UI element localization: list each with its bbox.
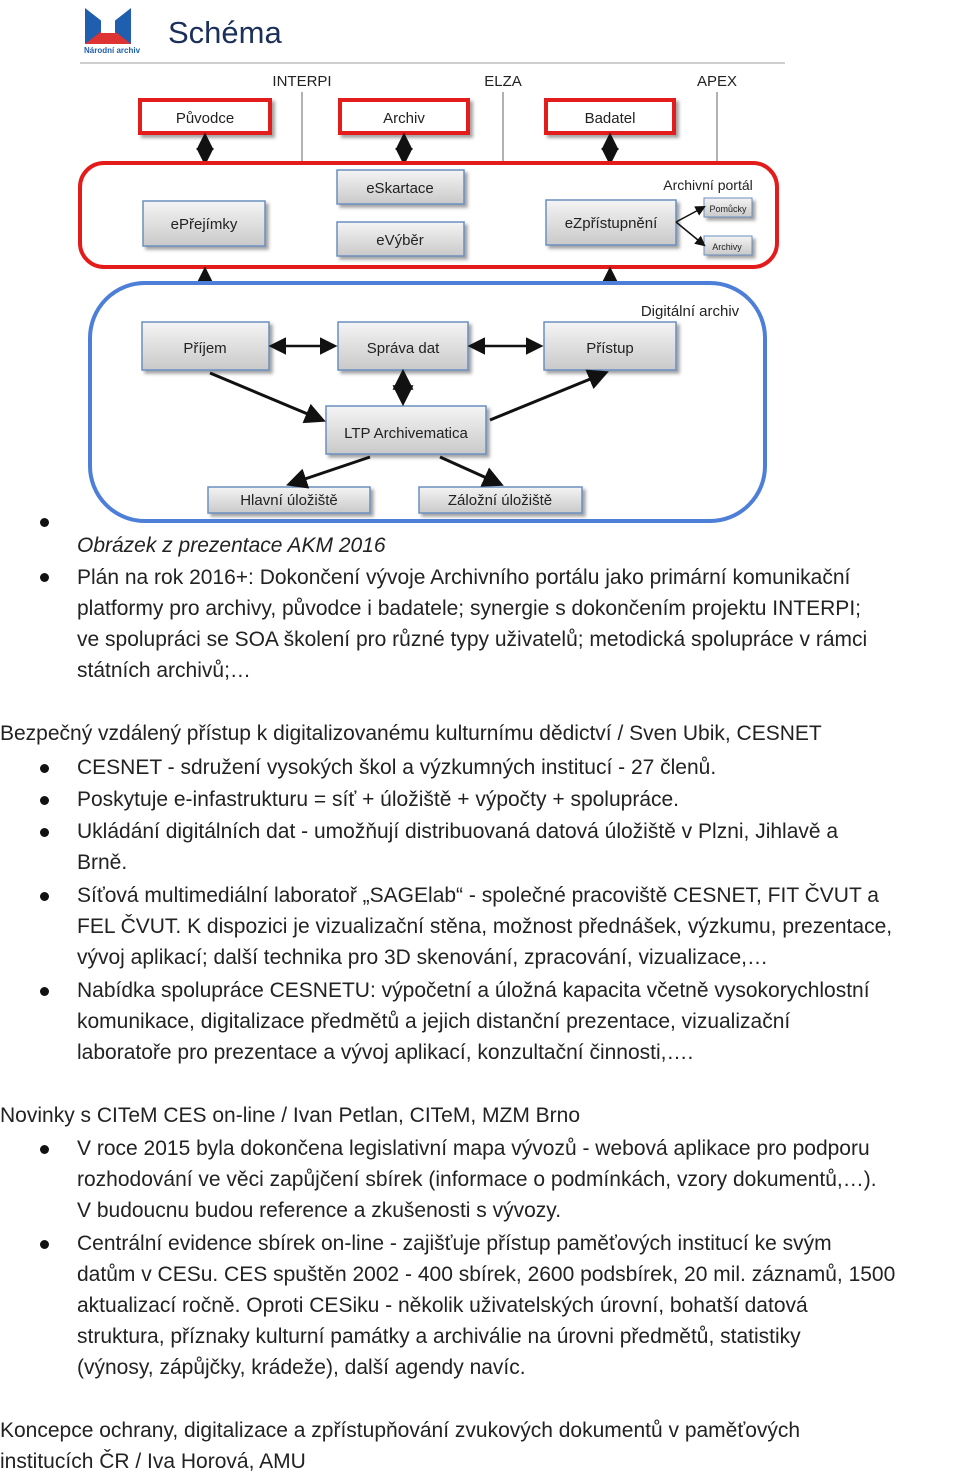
s1-b3-line1: Ukládání digitálních dat - umožňují distribuovaná datová úložiště v Plzni, Jihlavě a: [77, 820, 839, 843]
system-interpi: INTERPI: [272, 73, 332, 90]
s2-b2-line3: aktualizací ročně. Oproti CESiku - několik uživatelských úrovní, bohatší datová: [77, 1294, 808, 1317]
logo-text: Národní archiv: [84, 46, 141, 55]
figure-caption: Obrázek z prezentace AKM 2016: [77, 534, 386, 557]
box-puvodce: Původce: [175, 110, 235, 127]
s1-b4-line2: FEL ČVUT. K dispozici je vizualizační stěna, možnost přednášek, výzkumu, prezentace,: [77, 915, 893, 938]
bullet-dot: [40, 892, 49, 901]
box-eskartace: eSkartace: [366, 180, 434, 197]
system-elza: ELZA: [484, 73, 522, 90]
s1-b3-line2: Brně.: [77, 851, 128, 874]
s1-b4-line1: Síťová multimediální laboratoř „SAGElab“ - společné pracoviště CESNET, FIT ČVUT a: [77, 884, 879, 907]
bullet-dot: [40, 987, 49, 996]
box-prijem: Příjem: [183, 340, 227, 357]
s2-b1-line3: V budoucnu budou reference a zkušenosti s vývozy.: [77, 1199, 562, 1222]
s2-b2-line1: Centrální evidence sbírek on-line - zajišťuje přístup paměťových institucí ke svým: [77, 1232, 832, 1255]
bullet-dot: [40, 573, 49, 582]
box-archiv: Archiv: [383, 110, 425, 127]
s2-b1-line1: V roce 2015 byla dokončena legislativní mapa vývozů - webová aplikace pro podporu: [77, 1137, 870, 1160]
box-eprejimky: ePřejímky: [170, 216, 238, 233]
box-ezpristupneni: eZpřístupnění: [564, 215, 658, 232]
schema-diagram: [0, 0, 960, 530]
section3-heading-line1: Koncepce ochrany, digitalizace a zpřístupňování zvukových dokumentů v paměťových: [0, 1419, 801, 1442]
section2-heading: Novinky s CITeM CES on-line / Ivan Petlan, CITeM, MZM Brno: [0, 1104, 581, 1127]
box-sprava-dat: Správa dat: [366, 340, 440, 357]
bullet-dot: [40, 828, 49, 837]
s1-b2: Poskytuje e-infastrukturu = síť + úložiště + výpočty + spolupráce.: [77, 788, 680, 811]
box-pristup: Přístup: [586, 340, 634, 357]
box-badatel: Badatel: [584, 110, 636, 127]
box-archivy: Archivy: [712, 242, 742, 252]
section1-heading: Bezpečný vzdálený přístup k digitalizovanému kulturnímu dědictví / Sven Ubik, CESNET: [0, 722, 822, 745]
box-ltp-archivematica: LTP Archivematica: [344, 425, 468, 442]
s1-b5-line3: laboratoře pro prezentace a vývoj aplikací, konzultační činnosti,….: [77, 1041, 694, 1064]
s1-b4-line3: vývoj aplikací; další technika pro 3D skenování, zpracování, vizualizace,…: [77, 946, 769, 969]
bullet-dot: [40, 518, 49, 527]
archive-label: Digitální archiv: [640, 303, 740, 320]
box-evyber: eVýběr: [376, 232, 424, 249]
box-hlavni-uloziste: Hlavní úložiště: [240, 492, 338, 509]
s1-b1: CESNET - sdružení vysokých škol a výzkumných institucí - 27 členů.: [77, 756, 717, 779]
box-pomucky: Pomůcky: [709, 204, 747, 214]
box-zalozni-uloziste: Záložní úložiště: [447, 492, 553, 509]
s2-b1-line2: rozhodování ve věci zapůjčení sbírek (informace o podmínkách, vzory dokumentů,…).: [77, 1168, 877, 1191]
plan-line-1: Plán na rok 2016+: Dokončení vývoje Archivního portálu jako primární komunikační: [77, 566, 851, 589]
system-apex: APEX: [696, 73, 738, 90]
diagram-title: Schéma: [168, 15, 282, 50]
s1-b5-line1: Nabídka spolupráce CESNETU: výpočetní a úložná kapacita včetně vysokorychlostní: [77, 979, 870, 1002]
s2-b2-line2: datům v CESu. CES spuštěn 2002 - 400 sbírek, 2600 podsbírek, 20 mil. záznamů, 1500: [77, 1263, 896, 1286]
s2-b2-line4: struktura, příznaky kulturní památky a archiválie na úrovni předmětů, statistiky: [77, 1325, 801, 1348]
bullet-dot: [40, 1145, 49, 1154]
plan-line-4: státních archivů;…: [77, 659, 251, 682]
s2-b2-line5: (výnosy, zápůjčky, krádeže), další agendy navíc.: [77, 1356, 526, 1379]
s1-b5-line2: komunikace, digitalizace předmětů a jejich distanční prezentace, vizualizační: [77, 1010, 791, 1033]
section3-heading-line2: institucích ČR / Iva Horová, AMU: [0, 1450, 306, 1473]
bullet-dot: [40, 796, 49, 805]
bullet-dot: [40, 1240, 49, 1249]
plan-line-3: ve spolupráci se SOA školení pro různé typy uživatelů; metodická spolupráce v rámci: [77, 628, 868, 651]
plan-line-2: platformy pro archivy, původce i badatele; synergie s dokončením projektu INTERPI;: [77, 597, 861, 620]
narodni-archiv-logo: [84, 8, 141, 55]
portal-label: Archivní portál: [663, 177, 753, 193]
bullet-dot: [40, 764, 49, 773]
